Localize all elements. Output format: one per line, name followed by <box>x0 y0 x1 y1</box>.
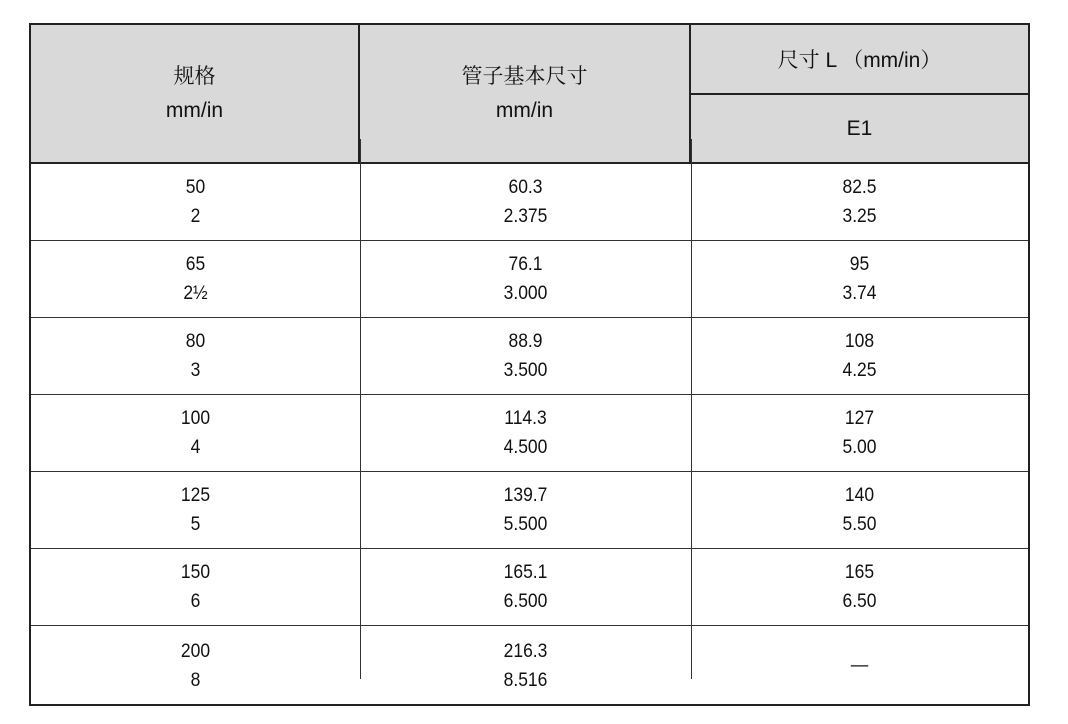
spec-cell-mm: 125 <box>180 485 211 506</box>
pipe-size-cell-in: 5.500 <box>503 514 548 535</box>
table-row <box>31 395 1028 472</box>
spec-cell-mm: 50 <box>185 177 206 198</box>
pipe-size-cell <box>373 318 678 394</box>
spec-cell-in: 2 <box>190 206 201 227</box>
column-divider <box>360 139 361 679</box>
pipe-size-cell-in: 4.500 <box>503 437 548 458</box>
e1-cell-in: 4.25 <box>842 360 877 381</box>
header-dimension-l: 尺寸 L （mm/in） <box>691 25 1028 95</box>
e1-cell-in: 3.74 <box>842 283 877 304</box>
e1-cell <box>704 164 1014 240</box>
e1-cell-in: 6.50 <box>842 591 877 612</box>
table-row <box>31 626 1028 705</box>
pipe-size-cell-mm: 165.1 <box>503 562 548 583</box>
table-row <box>31 241 1028 318</box>
table-row <box>31 472 1028 549</box>
pipe-size-cell-mm: 139.7 <box>503 485 548 506</box>
pipe-size-cell-mm: 216.3 <box>503 640 548 662</box>
pipe-size-cell <box>373 472 678 548</box>
e1-cell-in: 3.25 <box>842 206 877 227</box>
pipe-size-cell <box>373 395 678 471</box>
spec-cell-in: 6 <box>190 591 201 612</box>
header-pipe-size-unit: mm/in <box>495 98 554 122</box>
e1-cell <box>704 549 1014 625</box>
e1-cell-in: 5.00 <box>842 437 877 458</box>
spec-cell <box>44 549 347 625</box>
spec-cell <box>44 164 347 240</box>
e1-cell-mm: 140 <box>844 485 875 506</box>
pipe-size-cell-in: 6.500 <box>503 591 548 612</box>
e1-cell-mm: 95 <box>849 254 870 275</box>
pipe-size-cell <box>373 164 678 240</box>
header-spec <box>31 25 360 162</box>
header-pipe-size-label: 管子基本尺寸 <box>461 64 588 88</box>
header-spec-unit: mm/in <box>165 98 224 122</box>
spec-cell <box>44 395 347 471</box>
spec-cell <box>44 472 347 548</box>
e1-cell <box>704 241 1014 317</box>
pipe-size-cell <box>373 626 678 705</box>
table-row <box>31 549 1028 626</box>
spec-cell-in: 8 <box>190 669 201 691</box>
spec-cell-mm: 65 <box>185 254 206 275</box>
spec-cell-in: 3 <box>190 360 201 381</box>
spec-cell <box>44 318 347 394</box>
e1-cell-mm: — <box>850 655 869 676</box>
e1-cell-in: 5.50 <box>842 514 877 535</box>
pipe-size-cell-mm: 88.9 <box>508 331 543 352</box>
e1-cell-mm: 82.5 <box>842 177 877 198</box>
e1-cell-mm: 108 <box>844 331 875 352</box>
pipe-size-cell-in: 3.000 <box>503 283 548 304</box>
spec-cell-in: 2½ <box>183 283 208 304</box>
pipe-size-cell-in: 8.516 <box>503 669 548 691</box>
pipe-size-cell <box>373 241 678 317</box>
e1-cell <box>704 318 1014 394</box>
e1-cell <box>704 395 1014 471</box>
pipe-size-cell-mm: 76.1 <box>508 254 543 275</box>
pipe-size-cell-in: 3.500 <box>503 360 548 381</box>
e1-cell <box>704 472 1014 548</box>
spec-cell <box>44 241 347 317</box>
pipe-size-cell <box>373 549 678 625</box>
header-spec-label: 规格 <box>173 64 216 88</box>
header-dimension-group <box>691 25 1028 162</box>
pipe-size-cell-mm: 114.3 <box>504 408 547 429</box>
spec-cell-mm: 200 <box>180 640 211 662</box>
table-row <box>31 318 1028 395</box>
e1-cell <box>704 626 1014 705</box>
spec-cell <box>44 626 347 705</box>
pipe-size-cell-mm: 60.3 <box>508 177 543 198</box>
pipe-size-cell-in: 2.375 <box>503 206 548 227</box>
spec-table <box>29 23 1030 706</box>
column-divider <box>691 139 692 679</box>
header-e1: E1 <box>846 116 873 140</box>
table-header <box>31 25 1028 164</box>
spec-cell-in: 5 <box>190 514 201 535</box>
spec-cell-in: 4 <box>190 437 201 458</box>
spec-cell-mm: 150 <box>180 562 211 583</box>
e1-cell-mm: 127 <box>844 408 875 429</box>
spec-cell-mm: 100 <box>180 408 211 429</box>
table-body <box>31 164 1028 705</box>
e1-cell-mm: 165 <box>844 562 875 583</box>
table-row <box>31 164 1028 241</box>
spec-cell-mm: 80 <box>185 331 206 352</box>
header-pipe-size <box>360 25 691 162</box>
